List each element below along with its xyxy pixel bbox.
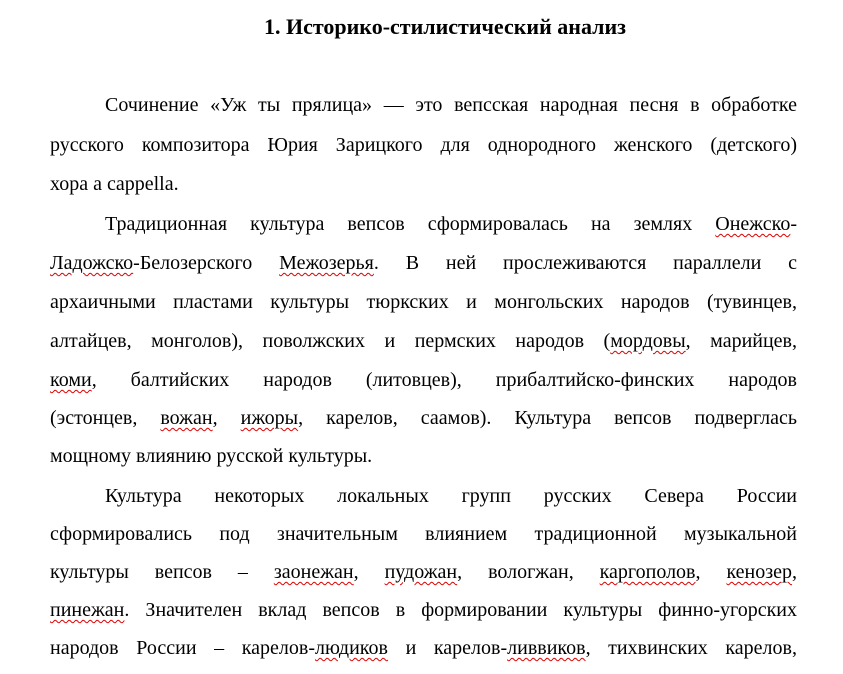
spellcheck-flagged-word[interactable]: мордовы [610,330,686,352]
spellcheck-flagged-word[interactable]: кенозер [726,561,793,583]
text-segment: (эстонцев, [50,407,161,429]
spellcheck-flagged-word[interactable]: пудожан [384,561,458,583]
spellcheck-flagged-word[interactable]: коми [50,369,92,391]
text-segment: . Значителен вклад вепсов в формировании культуры финно-угорских [124,599,797,621]
text-line [50,636,797,660]
text-line [50,444,797,468]
text-line [50,133,797,157]
text-segment: алтайцев, монголов), поволжских и пермских народов ( [50,330,611,352]
text-segment: , вологжан, [457,561,600,583]
text-segment: , балтийских народов (литовцев), прибалтийско-финских народов [91,369,797,391]
text-segment: Традиционная культура вепсов сформировалась на землях [105,213,716,235]
text-segment: - [790,213,797,235]
spellcheck-flagged-word[interactable]: пинежан [50,599,125,621]
text-segment: хора a cappella. [50,173,179,195]
text-line [105,212,797,236]
text-segment: . В ней прослеживаются параллели с [373,252,798,274]
text-segment: архаичными пластами культуры тюркских и монгольских народов (тувинцев, [50,291,797,313]
text-segment: , [792,561,798,583]
text-segment: , карелов, саамов). Культура вепсов подверглась [298,407,797,429]
text-segment: культуры вепсов – [50,561,274,583]
text-segment: , [353,561,385,583]
text-line [50,522,797,546]
text-segment: мощному влиянию русской культуры. [50,445,373,467]
text-line [50,172,797,196]
spellcheck-flagged-word[interactable]: ливвиков [507,637,586,659]
spellcheck-flagged-word[interactable]: Онежско [715,213,791,235]
text-line [105,93,797,117]
spellcheck-flagged-word[interactable]: каргополов [599,561,696,583]
spellcheck-flagged-word[interactable]: Ладожско [50,252,134,274]
text-line [50,406,797,430]
text-line [50,560,797,584]
spellcheck-flagged-word[interactable]: Межозерья [279,252,374,274]
text-segment: русского композитора Юрия Зарицкого для однородного женского (детского) [50,134,797,156]
text-line [50,598,797,622]
text-segment: , марийцев, [685,330,798,352]
spellcheck-flagged-word[interactable]: заонежан [273,561,354,583]
spellcheck-flagged-word[interactable]: людиков [315,637,388,659]
text-segment: -Белозерского [133,252,280,274]
text-line [105,484,797,508]
text-line [50,329,797,353]
text-segment: Сочинение «Уж ты прялица» — это вепсская народная песня в обработке [105,94,797,116]
section-heading: 1. Историко-стилистический анализ [264,14,626,39]
text-segment: и карелов- [387,637,508,659]
text-segment: сформировались под значительным влиянием традиционной музыкальной [50,523,797,545]
text-segment: , [212,407,241,429]
spellcheck-flagged-word[interactable]: вожан [160,407,213,429]
text-segment: , тихвинских карелов, [585,637,797,659]
text-segment: Культура некоторых локальных групп русских Севера России [105,485,797,507]
text-line [50,290,797,314]
text-line [50,368,797,392]
spellcheck-flagged-word[interactable]: ижоры [240,407,299,429]
text-line [50,251,797,275]
text-segment: народов России – карелов- [50,637,316,659]
text-segment: , [695,561,727,583]
